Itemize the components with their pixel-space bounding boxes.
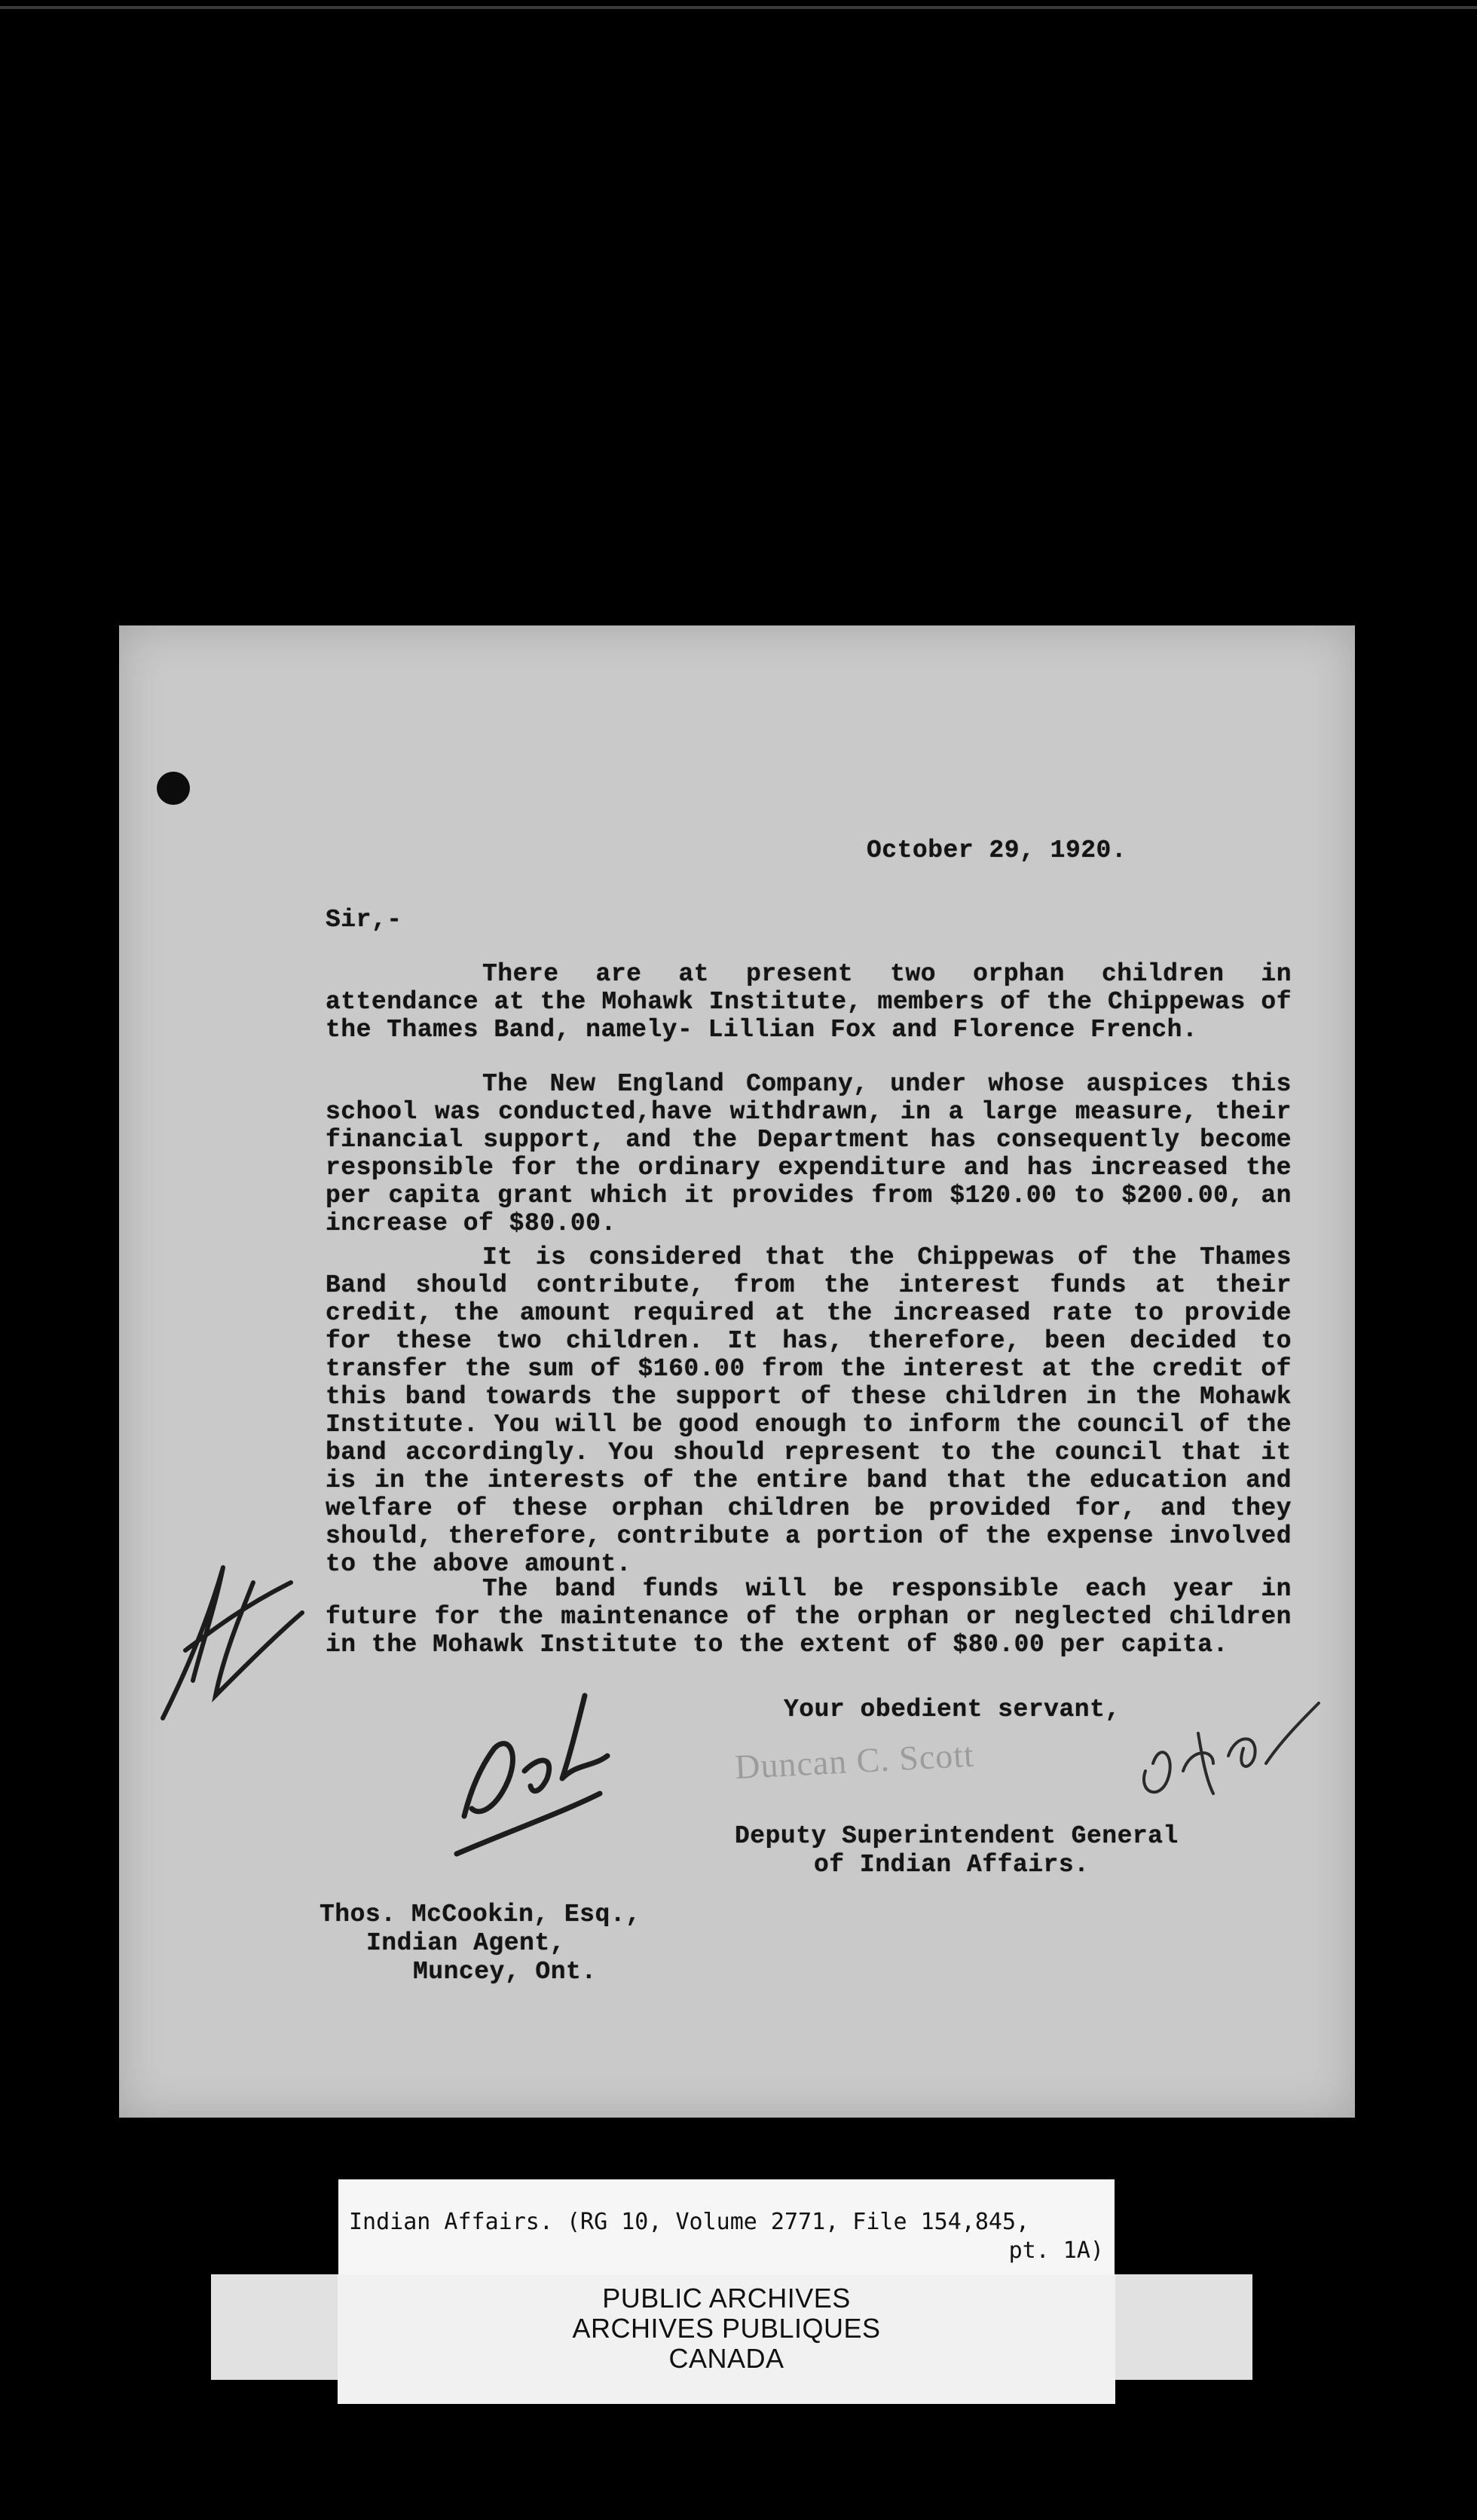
letter-date: October 29, 1920.: [867, 836, 1127, 864]
archive-reference-line2: pt. 1A): [1008, 2237, 1104, 2264]
handwritten-initials-right: [1130, 1688, 1326, 1809]
addressee-title: Indian Agent,: [366, 1929, 565, 1957]
paragraph-1: There are at present two orphan children in attendance at the Mohawk Institute, members of the Chippewas of the Thames Band, namely- Lillian Fox and Florence French.: [326, 960, 1292, 1044]
addressee-name: Thos. McCookin, Esq.,: [320, 1901, 641, 1928]
addressee-place: Muncey, Ont.: [413, 1958, 597, 1986]
film-frame-edge: [0, 6, 1477, 9]
paragraph-3: It is considered that the Chippewas of the Thames Band should contribute, from the interest funds at their credit, the amount required at the increased rate to provide for these two children. It has, therefore, been decided to transfer the sum of $160.00 from the interest at the credit of this band towards the support of these children in the Mohawk Institute. You will be good enough to inform the council of the band accordingly. You should represent to the council that it is in the interests of the entire band that the education and welfare of these orphan children be provided for, and they should, therefore, contribute a portion of the expense involved to the above amount.: [326, 1243, 1292, 1578]
archive-stamp-line2: ARCHIVES PUBLIQUES: [572, 2313, 881, 2344]
signatory-department: of Indian Affairs.: [814, 1851, 1090, 1879]
archive-reference-label: [338, 2179, 1115, 2274]
signature-stamp: Duncan C. Scott: [733, 1735, 975, 1787]
salutation: Sir,-: [326, 906, 402, 934]
paragraph-4: The band funds will be responsible each year in future for the maintenance of the orphan or neglected children in the Mohawk Institute to the extent of $80.00 per capita.: [326, 1575, 1292, 1659]
archive-reference-line1: Indian Affairs. (RG 10, Volume 2771, File 154,845,: [349, 2209, 1030, 2235]
handwritten-initials-left: [140, 1537, 313, 1733]
signatory-title: Deputy Superintendent General: [735, 1822, 1179, 1850]
archive-stamp-text: [338, 2283, 1115, 2374]
handwritten-initials-middle: [449, 1681, 630, 1861]
paragraph-2: The New England Company, under whose auspices this school was conducted,have withdrawn, in a large measure, their financial support, and the Department has consequently become responsible for the ordinary expenditure and has increased the per capita grant which it provides from $120.00 to $200.00, an increase of $80.00.: [326, 1070, 1292, 1237]
closing: Your obedient servant,: [784, 1696, 1121, 1723]
punch-hole: [157, 772, 190, 805]
archive-stamp-line3: CANADA: [668, 2343, 784, 2374]
archive-stamp-line1: PUBLIC ARCHIVES: [602, 2283, 851, 2314]
